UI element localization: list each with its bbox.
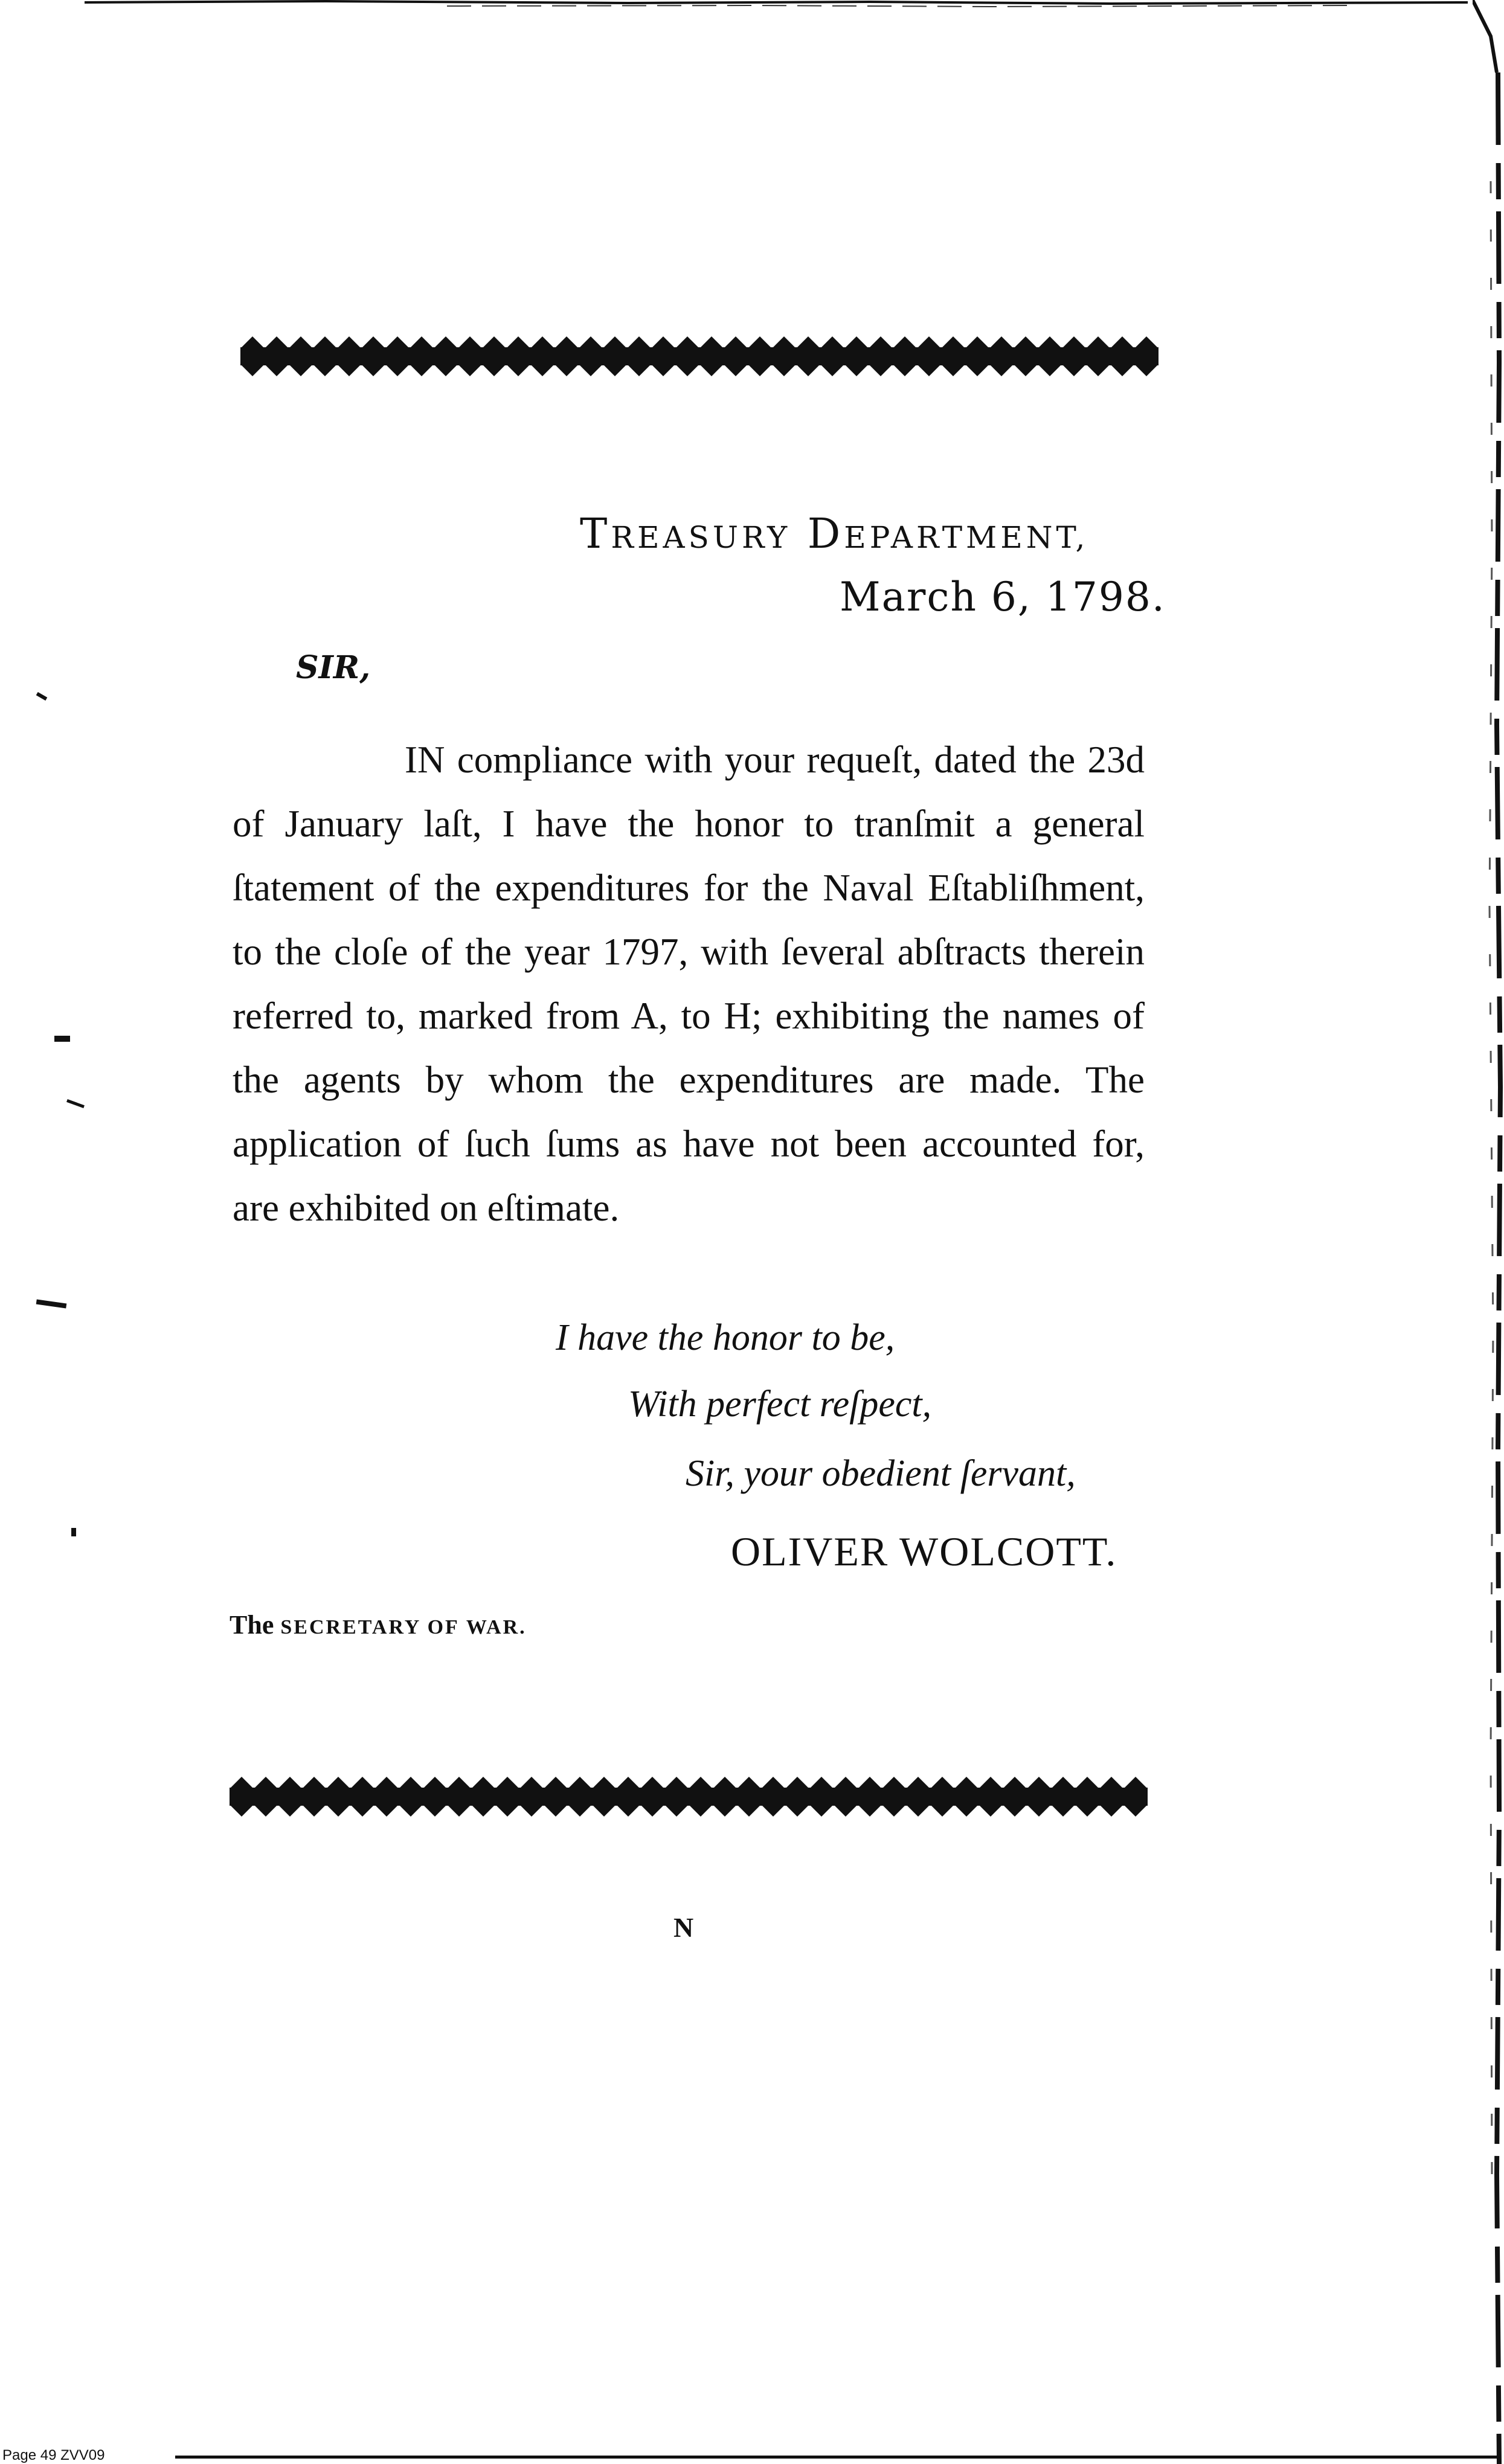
page-footer: Page 49 ZVV09 xyxy=(2,2447,105,2463)
closing-line-2: With perfect reſpect, xyxy=(628,1384,932,1425)
scan-speck xyxy=(66,1099,85,1108)
addressee-title: SECRETARY OF xyxy=(280,1616,460,1638)
heading-cap-1: T xyxy=(580,510,611,558)
addressee-title-end: WAR. xyxy=(466,1616,527,1638)
letter-body xyxy=(233,728,1145,1240)
scan-speck xyxy=(36,1300,67,1309)
letter-date: March 6, 1798. xyxy=(840,574,1166,620)
closing-line-1: I have the honor to be, xyxy=(556,1317,895,1358)
signature-mark: N xyxy=(673,1912,694,1943)
page-right-edge xyxy=(1473,0,1504,2464)
heading-rest-1: REASURY xyxy=(611,520,791,555)
heading-cap-2: D xyxy=(807,510,844,558)
addressee xyxy=(230,1609,527,1640)
body-paragraph: IN compliance with your requeſt, dated the 23d of January laſt, I have the honor to tranſmit a general ſtatement of the expenditures for the Naval Eſtabliſhment, to the cloſe of the year 1797, with ſeveral abſtracts therein referred to, marked from A, to H; exhibiting the names of the agents by whom the expenditures are made. The application of ſuch ſums as have not been accounted for, are exhibited on eſtimate. xyxy=(233,739,1145,1229)
heading-rest-2: EPARTMENT, xyxy=(844,520,1089,555)
salutation: SIR, xyxy=(296,649,371,686)
footer-rule xyxy=(175,2456,1498,2459)
signature-name: OLIVER WOLCOTT. xyxy=(731,1529,1117,1574)
top-ornament-band xyxy=(240,335,1159,377)
scan-speck xyxy=(54,1036,70,1042)
addressee-prefix: The xyxy=(230,1610,274,1640)
scan-speck xyxy=(71,1528,76,1536)
closing-line-3: Sir, your obedient ſervant, xyxy=(686,1453,1076,1494)
page-top-edge xyxy=(85,0,1468,8)
document-heading xyxy=(580,510,1088,558)
bottom-ornament-band xyxy=(230,1776,1148,1818)
scan-speck xyxy=(36,692,48,701)
